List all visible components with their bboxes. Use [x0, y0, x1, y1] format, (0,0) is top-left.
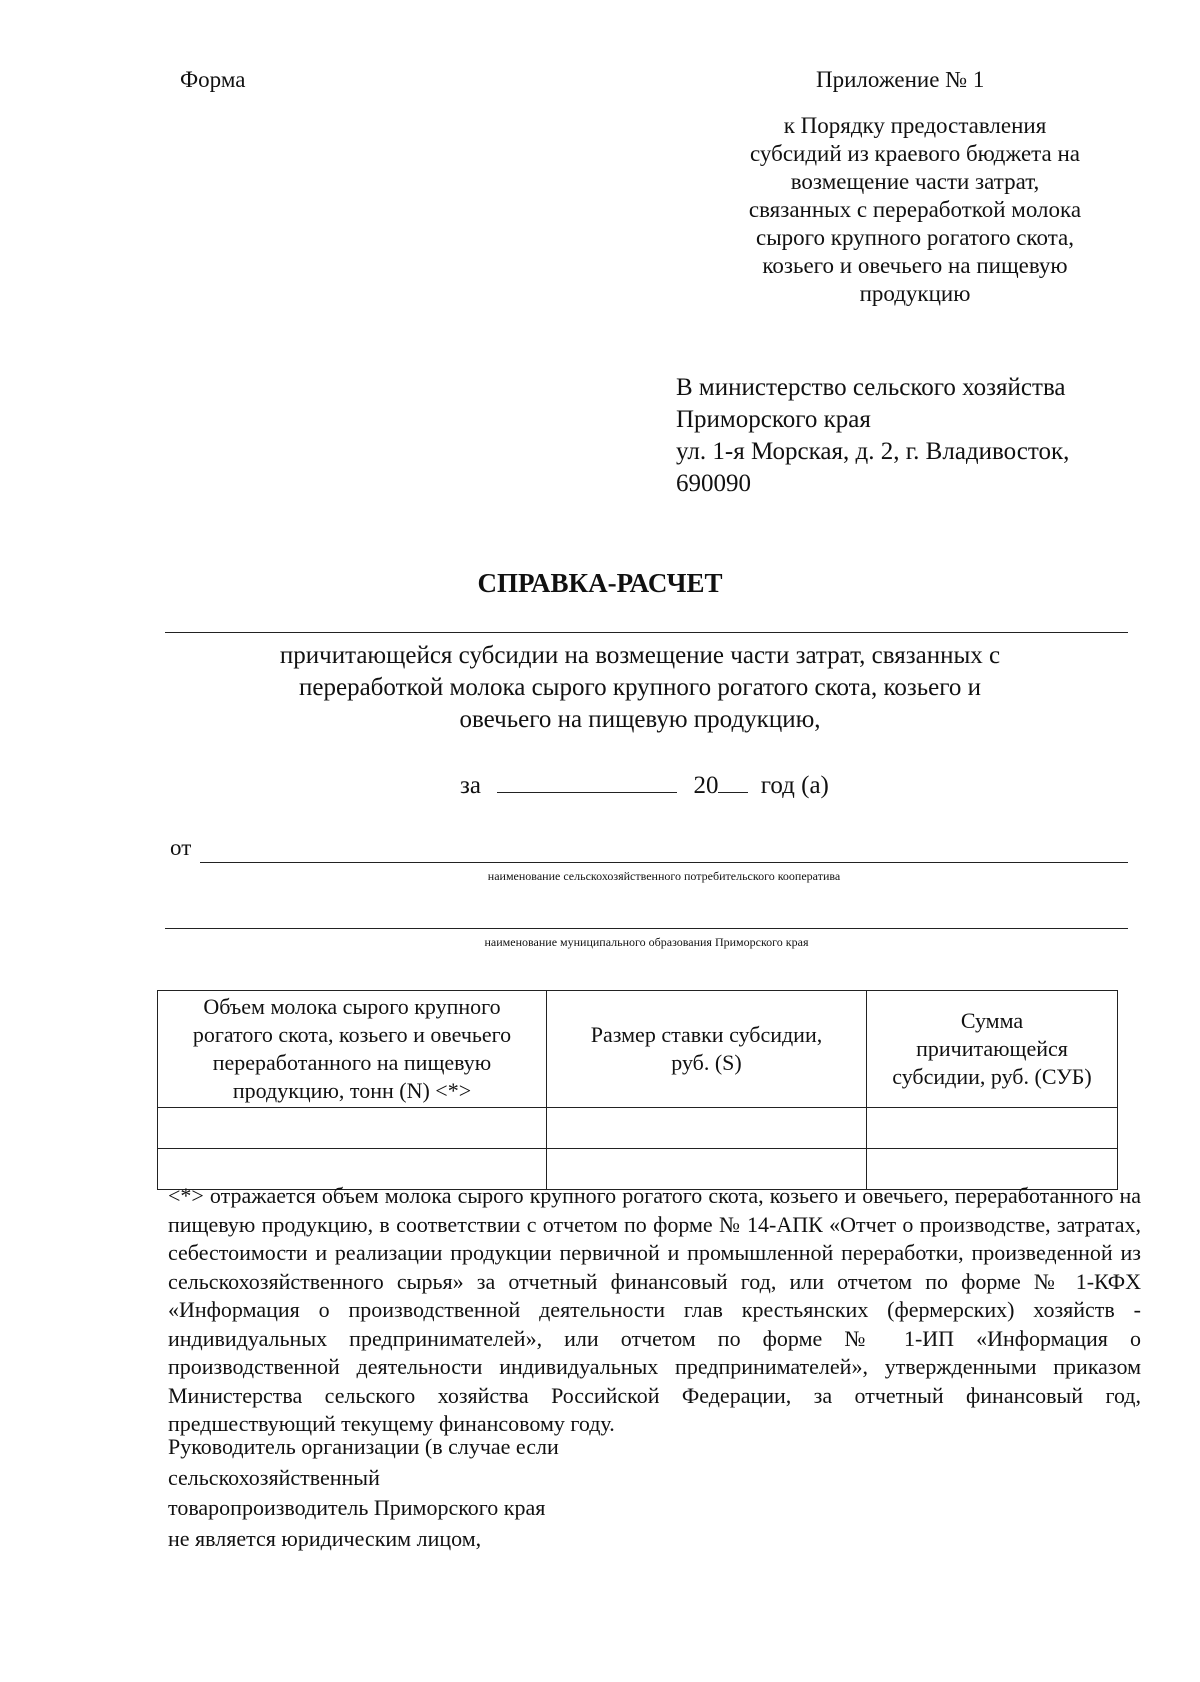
appendix-reference	[680, 112, 1150, 308]
recipient-address	[676, 372, 1156, 500]
subsidy-calculation-table	[157, 990, 1118, 1190]
appendix-line: возмещение части затрат,	[790, 169, 1040, 194]
appendix-line: сырого крупного рогатого скота,	[756, 225, 1074, 250]
header-milk-volume-text: Объем молока сырого крупного рогатого скота, козьего и овечьего переработанного на пищевую продукцию, тонн (N) <*>	[192, 994, 512, 1103]
coop-name-caption: наименование сельскохозяйственного потребительского кооператива	[487, 869, 841, 883]
table-header-row	[158, 991, 1118, 1108]
signature-line: Руководитель организации (в случае если	[168, 1434, 559, 1459]
period-month-blank[interactable]	[497, 768, 677, 793]
appendix-line: продукцию	[859, 281, 971, 306]
appendix-line: субсидий из краевого бюджета на	[750, 141, 1080, 166]
signature-block	[168, 1432, 768, 1554]
header-subsidy-amount	[867, 991, 1118, 1108]
form-label: Форма	[180, 67, 246, 92]
municipality-name-field[interactable]	[165, 928, 1128, 929]
table-row	[158, 1108, 1118, 1149]
period-suffix: год (а)	[760, 772, 829, 799]
municipality-name-caption: наименование муниципального образования Приморского края	[484, 935, 809, 949]
address-line: 690090	[676, 470, 751, 497]
period-year-prefix: 20	[693, 772, 719, 799]
cell-milk-volume[interactable]	[158, 1108, 547, 1149]
subtitle-line: овечьего на пищевую продукцию,	[459, 706, 821, 733]
appendix-title: Приложение № 1	[816, 67, 985, 92]
signature-line: не является юридическим лицом,	[168, 1525, 482, 1551]
document-subtitle	[140, 640, 1140, 736]
address-line: В министерство сельского хозяйства	[676, 374, 1066, 401]
period-line	[460, 768, 829, 802]
appendix-line: связанных с переработкой молока	[748, 197, 1082, 222]
header-subsidy-rate	[547, 991, 867, 1108]
subtitle-line: причитающейся субсидии на возмещение части затрат, связанных с	[279, 642, 1001, 669]
header-subsidy-rate-text: Размер ставки субсидии, руб. (S)	[590, 1022, 823, 1075]
header-subsidy-amount-text: Сумма причитающейся субсидии, руб. (СУБ)	[892, 1008, 1092, 1089]
subtitle-line: переработкой молока сырого крупного рогатого скота, козьего и	[299, 674, 981, 701]
header-milk-volume	[158, 991, 547, 1108]
title-divider	[165, 632, 1128, 633]
from-label: от	[170, 835, 192, 860]
cell-subsidy-amount[interactable]	[867, 1108, 1118, 1149]
signature-line: сельскохозяйственный	[168, 1464, 380, 1490]
cell-subsidy-rate[interactable]	[547, 1108, 867, 1149]
footnote: <*> отражается объем молока сырого крупного рогатого скота, козьего и овечьего, переработанного на пищевую продукцию, в соответствии с отчетом по форме № 14-АПК «Отчет о производстве, затратах, себестоимости и реализации продукции первичной и промышленной переработки, произведенной из сельскохозяйственного сырья» за отчетный финансовый год, или отчетом по форме № 1-КФХ «Информация о производственной деятельности глав крестьянских (фермерских) хозяйств - индивидуальных предпринимателей», или отчетом по форме № 1-ИП «Информация о производственной деятельности индивидуальных предпринимателей», утвержденными приказом Министерства сельского хозяйства Российской Федерации, за отчетный финансовый год, предшествующий текущему финансовому году.	[168, 1183, 1141, 1436]
appendix-line: к Порядку предоставления	[783, 113, 1047, 138]
coop-name-field[interactable]	[200, 862, 1128, 863]
address-line: Приморского края	[676, 406, 871, 433]
period-prefix: за	[460, 772, 481, 799]
signature-line: товаропроизводитель Приморского края	[168, 1495, 546, 1520]
address-line: ул. 1-я Морская, д. 2, г. Владивосток,	[676, 438, 1070, 465]
appendix-line: козьего и овечьего на пищевую	[762, 253, 1068, 278]
period-year-blank[interactable]	[718, 768, 748, 793]
document-title: СПРАВКА-РАСЧЕТ	[477, 568, 723, 598]
